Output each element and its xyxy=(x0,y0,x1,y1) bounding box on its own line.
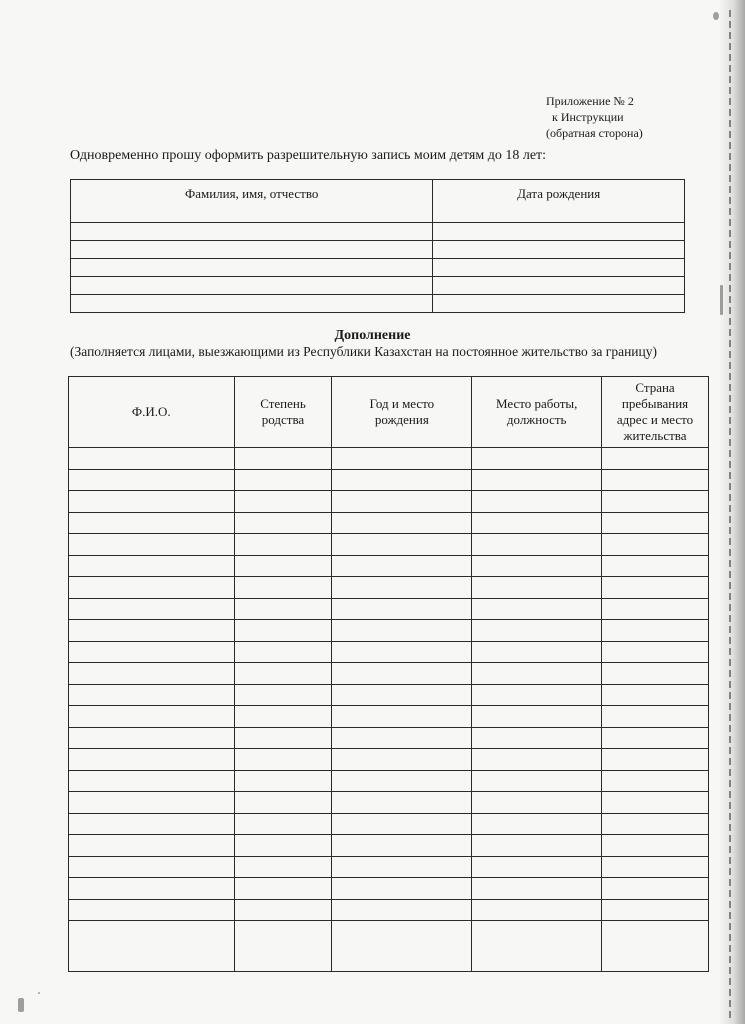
relatives-table-cell[interactable] xyxy=(472,899,602,921)
relatives-table-cell[interactable] xyxy=(69,921,235,972)
relatives-table-row xyxy=(69,792,709,814)
children-table-row xyxy=(71,277,685,295)
children-table-cell[interactable] xyxy=(71,259,433,277)
scan-speck xyxy=(38,992,40,994)
relatives-table-cell[interactable] xyxy=(602,727,709,749)
relatives-table-cell[interactable] xyxy=(234,727,332,749)
relatives-table-cell[interactable] xyxy=(472,770,602,792)
relatives-table-cell[interactable] xyxy=(234,555,332,577)
relatives-table-cell[interactable] xyxy=(472,469,602,491)
relatives-table-row xyxy=(69,491,709,513)
children-col-birthdate-header: Дата рождения xyxy=(433,180,685,223)
relatives-table-cell[interactable] xyxy=(69,878,235,900)
relatives-table-row xyxy=(69,555,709,577)
relatives-table-cell[interactable] xyxy=(69,663,235,685)
children-table-cell[interactable] xyxy=(433,259,685,277)
relatives-table-cell[interactable] xyxy=(332,534,472,556)
relatives-table-cell[interactable] xyxy=(234,598,332,620)
relatives-table-cell[interactable] xyxy=(234,512,332,534)
relatives-table-row xyxy=(69,856,709,878)
relatives-table-cell[interactable] xyxy=(472,835,602,857)
relatives-table-cell[interactable] xyxy=(472,856,602,878)
relatives-table-cell[interactable] xyxy=(234,534,332,556)
relatives-table-row xyxy=(69,598,709,620)
relatives-table-cell[interactable] xyxy=(602,577,709,599)
relatives-table-cell[interactable] xyxy=(69,684,235,706)
relatives-table-cell[interactable] xyxy=(234,641,332,663)
appendix-side: (обратная сторона) xyxy=(546,126,643,140)
supplement-title: Дополнение xyxy=(334,328,411,343)
relatives-table-cell[interactable] xyxy=(602,921,709,972)
relatives-table-cell[interactable] xyxy=(69,491,235,513)
relatives-table-cell[interactable] xyxy=(602,469,709,491)
relatives-table-cell[interactable] xyxy=(332,555,472,577)
relatives-table-header-row xyxy=(69,377,709,448)
relatives-table-cell[interactable] xyxy=(472,448,602,470)
relatives-table-row xyxy=(69,469,709,491)
relatives-table-row xyxy=(69,749,709,771)
children-table xyxy=(70,179,685,313)
relatives-col-relation-header: Степень родства xyxy=(234,377,332,448)
scan-edge-line xyxy=(729,10,731,1020)
relatives-table-row xyxy=(69,835,709,857)
relatives-table-cell[interactable] xyxy=(234,663,332,685)
relatives-table-cell[interactable] xyxy=(332,749,472,771)
relatives-table-cell[interactable] xyxy=(69,749,235,771)
relatives-table-cell[interactable] xyxy=(602,598,709,620)
children-table-cell[interactable] xyxy=(433,223,685,241)
relatives-table-cell[interactable] xyxy=(472,641,602,663)
relatives-table-cell[interactable] xyxy=(69,620,235,642)
relatives-table-cell[interactable] xyxy=(234,469,332,491)
relatives-table-cell[interactable] xyxy=(472,706,602,728)
relatives-col-fio-header: Ф.И.О. xyxy=(69,377,235,448)
children-table-row xyxy=(71,259,685,277)
relatives-table-cell[interactable] xyxy=(69,792,235,814)
appendix-number: Приложение № 2 xyxy=(546,94,634,108)
relatives-table-cell[interactable] xyxy=(69,534,235,556)
appendix-reference xyxy=(546,93,643,141)
relatives-table-cell[interactable] xyxy=(332,727,472,749)
relatives-table-cell[interactable] xyxy=(69,641,235,663)
children-table-header-row xyxy=(71,180,685,223)
relatives-table-cell[interactable] xyxy=(332,921,472,972)
relatives-table-cell[interactable] xyxy=(69,835,235,857)
relatives-table-cell[interactable] xyxy=(602,491,709,513)
relatives-table-cell[interactable] xyxy=(69,899,235,921)
relatives-table-row xyxy=(69,641,709,663)
relatives-table-cell[interactable] xyxy=(234,749,332,771)
relatives-table-cell[interactable] xyxy=(602,555,709,577)
relatives-table-cell[interactable] xyxy=(602,856,709,878)
relatives-table-cell[interactable] xyxy=(332,491,472,513)
relatives-table-cell[interactable] xyxy=(332,856,472,878)
relatives-table-cell[interactable] xyxy=(602,448,709,470)
relatives-table-cell[interactable] xyxy=(332,770,472,792)
relatives-table-row xyxy=(69,770,709,792)
relatives-table-cell[interactable] xyxy=(234,835,332,857)
relatives-table-cell[interactable] xyxy=(332,448,472,470)
relatives-table-cell[interactable] xyxy=(234,620,332,642)
relatives-table-cell[interactable] xyxy=(472,534,602,556)
relatives-table-cell[interactable] xyxy=(472,512,602,534)
appendix-instruction: к Инструкции xyxy=(552,110,624,124)
relatives-table-cell[interactable] xyxy=(234,491,332,513)
relatives-table-cell[interactable] xyxy=(69,512,235,534)
relatives-table-cell[interactable] xyxy=(332,835,472,857)
relatives-table-cell[interactable] xyxy=(602,792,709,814)
children-table-cell[interactable] xyxy=(433,295,685,313)
relatives-table xyxy=(68,376,709,972)
children-table-cell[interactable] xyxy=(71,277,433,295)
children-col-name-header: Фамилия, имя, отчество xyxy=(71,180,433,223)
relatives-table-cell[interactable] xyxy=(69,856,235,878)
children-table-row xyxy=(71,295,685,313)
relatives-table-row xyxy=(69,448,709,470)
children-table-row xyxy=(71,241,685,259)
relatives-table-cell[interactable] xyxy=(69,469,235,491)
children-table-body xyxy=(71,223,685,313)
relatives-table-cell[interactable] xyxy=(332,813,472,835)
relatives-table-cell[interactable] xyxy=(472,555,602,577)
relatives-table-cell[interactable] xyxy=(602,534,709,556)
relatives-table-cell[interactable] xyxy=(602,663,709,685)
relatives-table-cell[interactable] xyxy=(69,770,235,792)
relatives-table-body xyxy=(69,448,709,972)
relatives-table-cell[interactable] xyxy=(69,727,235,749)
relatives-table-cell[interactable] xyxy=(332,512,472,534)
relatives-table-cell[interactable] xyxy=(332,469,472,491)
relatives-table-cell[interactable] xyxy=(69,706,235,728)
relatives-table-row xyxy=(69,899,709,921)
relatives-table-cell[interactable] xyxy=(234,856,332,878)
relatives-table-cell[interactable] xyxy=(472,749,602,771)
relatives-table-cell[interactable] xyxy=(234,684,332,706)
relatives-table-cell[interactable] xyxy=(332,663,472,685)
relatives-table-cell[interactable] xyxy=(332,641,472,663)
children-table-row xyxy=(71,223,685,241)
children-table-cell[interactable] xyxy=(433,241,685,259)
relatives-table-cell[interactable] xyxy=(332,706,472,728)
supplement-note: (Заполняется лицами, выезжающими из Республики Казахстан на постоянное жительство за границу) xyxy=(70,344,657,359)
relatives-table-row xyxy=(69,727,709,749)
relatives-table-cell[interactable] xyxy=(602,684,709,706)
relatives-table-row xyxy=(69,921,709,972)
relatives-table-cell[interactable] xyxy=(472,577,602,599)
relatives-table-cell[interactable] xyxy=(234,899,332,921)
children-table-cell[interactable] xyxy=(71,241,433,259)
relatives-table-cell[interactable] xyxy=(472,792,602,814)
relatives-table-cell[interactable] xyxy=(234,706,332,728)
relatives-table-row xyxy=(69,534,709,556)
relatives-table-cell[interactable] xyxy=(69,555,235,577)
scan-speck xyxy=(18,998,24,1012)
children-table-cell[interactable] xyxy=(433,277,685,295)
relatives-table-cell[interactable] xyxy=(332,878,472,900)
relatives-table-row xyxy=(69,663,709,685)
relatives-table-cell[interactable] xyxy=(602,706,709,728)
relatives-table-cell[interactable] xyxy=(602,641,709,663)
relatives-table-cell[interactable] xyxy=(234,770,332,792)
relatives-table-cell[interactable] xyxy=(234,921,332,972)
relatives-table-cell[interactable] xyxy=(602,878,709,900)
relatives-table-cell[interactable] xyxy=(332,899,472,921)
relatives-table-cell[interactable] xyxy=(472,663,602,685)
relatives-table-row xyxy=(69,577,709,599)
relatives-table-cell[interactable] xyxy=(234,878,332,900)
relatives-table-cell[interactable] xyxy=(472,878,602,900)
relatives-table-cell[interactable] xyxy=(69,813,235,835)
relatives-table-cell[interactable] xyxy=(332,620,472,642)
relatives-table-cell[interactable] xyxy=(69,598,235,620)
relatives-table-cell[interactable] xyxy=(472,620,602,642)
relatives-table-cell[interactable] xyxy=(602,749,709,771)
relatives-table-cell[interactable] xyxy=(472,491,602,513)
scan-edge-shadow xyxy=(719,0,745,1024)
relatives-table-cell[interactable] xyxy=(472,727,602,749)
relatives-table-cell[interactable] xyxy=(602,899,709,921)
relatives-table-cell[interactable] xyxy=(332,792,472,814)
relatives-table-row xyxy=(69,512,709,534)
relatives-table-row xyxy=(69,878,709,900)
relatives-table-cell[interactable] xyxy=(602,835,709,857)
relatives-table-cell[interactable] xyxy=(332,684,472,706)
relatives-col-work-header: Место работы, должность xyxy=(472,377,602,448)
relatives-table-cell[interactable] xyxy=(472,813,602,835)
relatives-table-cell[interactable] xyxy=(602,512,709,534)
relatives-table-row xyxy=(69,813,709,835)
intro-text: Одновременно прошу оформить разрешительную запись моим детям до 18 лет: xyxy=(70,148,547,163)
relatives-col-residence-header: Страна пребывания адрес и место жительства xyxy=(602,377,709,448)
children-table-cell[interactable] xyxy=(71,295,433,313)
relatives-table-cell[interactable] xyxy=(602,770,709,792)
relatives-table-cell[interactable] xyxy=(332,577,472,599)
relatives-table-row xyxy=(69,684,709,706)
relatives-table-cell[interactable] xyxy=(472,684,602,706)
relatives-col-birth-header: Год и место рождения xyxy=(332,377,472,448)
relatives-table-cell[interactable] xyxy=(234,813,332,835)
relatives-table-cell[interactable] xyxy=(332,598,472,620)
relatives-table-cell[interactable] xyxy=(472,921,602,972)
relatives-table-cell[interactable] xyxy=(234,577,332,599)
relatives-table-cell[interactable] xyxy=(602,620,709,642)
relatives-table-cell[interactable] xyxy=(234,792,332,814)
relatives-table-cell[interactable] xyxy=(69,448,235,470)
relatives-table-cell[interactable] xyxy=(234,448,332,470)
scan-speck xyxy=(720,285,723,315)
relatives-table-row xyxy=(69,620,709,642)
relatives-table-cell[interactable] xyxy=(602,813,709,835)
scan-speck xyxy=(713,12,719,20)
relatives-table-cell[interactable] xyxy=(69,577,235,599)
relatives-table-row xyxy=(69,706,709,728)
relatives-table-cell[interactable] xyxy=(472,598,602,620)
children-table-cell[interactable] xyxy=(71,223,433,241)
